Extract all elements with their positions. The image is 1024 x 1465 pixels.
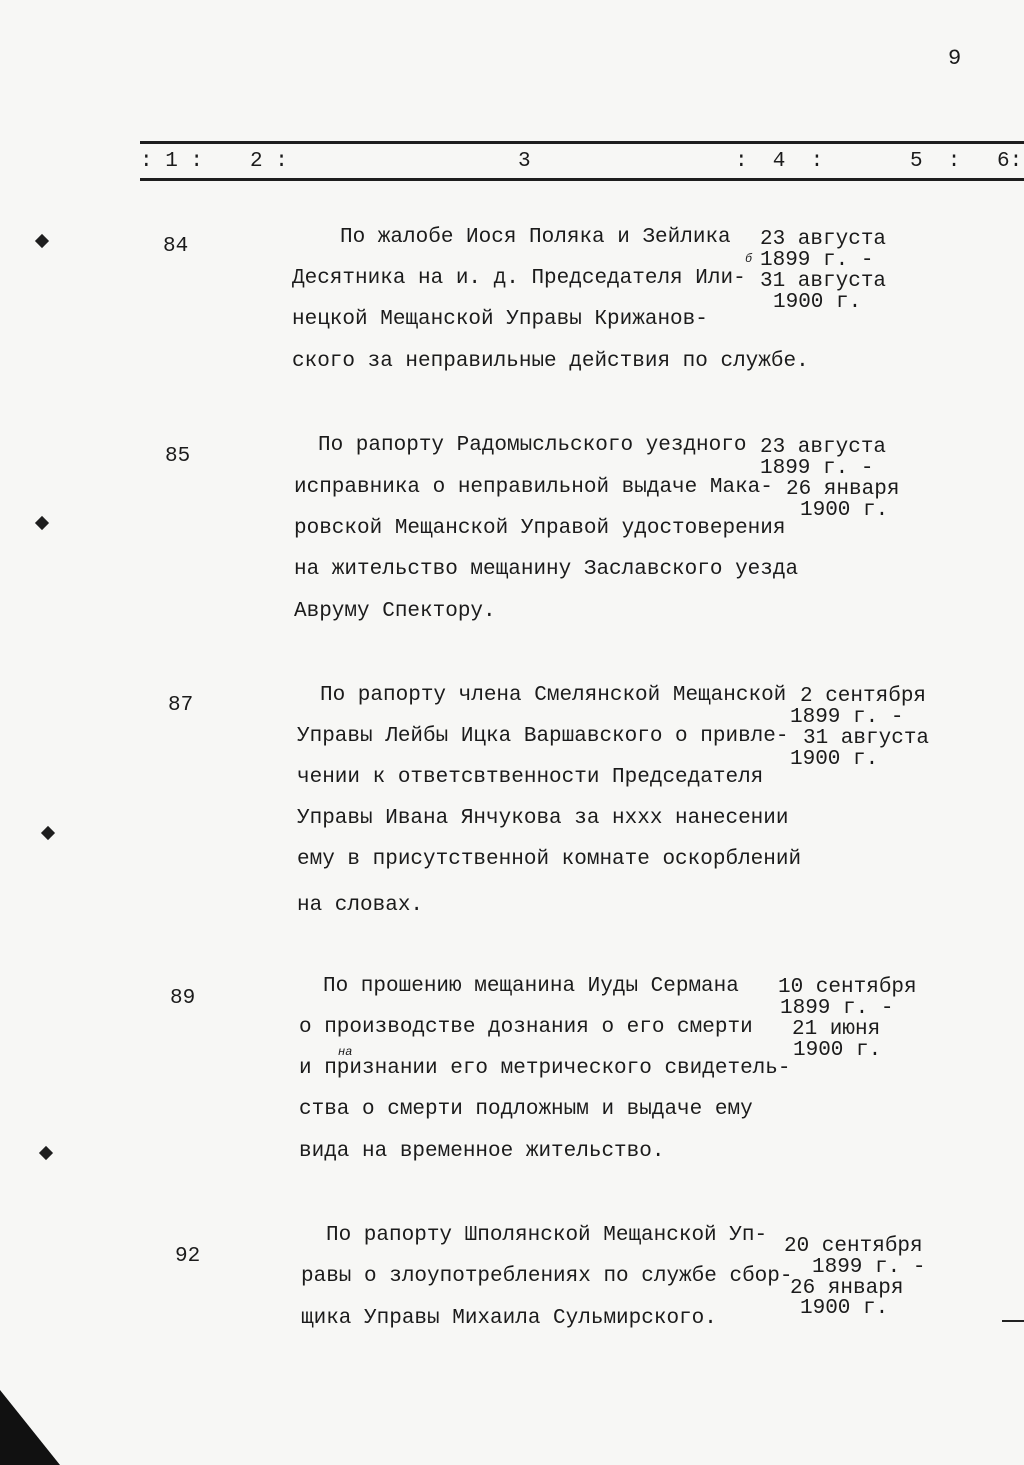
entry-text-line: чении к ответсвтвенности Председателя	[297, 766, 764, 789]
binding-mark	[35, 234, 49, 248]
date-line: 31 августа	[803, 727, 930, 750]
entry-text-line: вида на временное жительство.	[299, 1140, 665, 1163]
column-header-3: 3	[518, 150, 531, 173]
entry-text-line: По прошению мещанина Иуды Сермана	[323, 975, 739, 998]
column-header-1: : 1 :	[140, 150, 204, 173]
header-rule-bottom	[140, 178, 1024, 181]
handwritten-note: б	[745, 252, 753, 266]
entry-text-line: равы о злоупотреблениях по службе сбор-	[301, 1265, 793, 1288]
date-line: 20 сентября	[784, 1235, 923, 1258]
entry-text-line: Десятника на и. д. Председателя Или-	[292, 267, 746, 290]
entry-text-line: ровской Мещанской Управой удостоверения	[294, 517, 786, 540]
date-line: 2 сентября	[800, 685, 927, 708]
date-line: 1900 г.	[773, 291, 862, 314]
entry-number: 89	[170, 987, 196, 1010]
entry-text-line: на словах.	[297, 894, 424, 917]
date-line: 23 августа	[760, 436, 887, 459]
entry-text-line: По жалобе Иося Поляка и Зейлика	[340, 226, 731, 249]
entry-text-line: По рапорту Шполянской Мещанской Уп-	[326, 1224, 768, 1247]
date-line: 31 августа	[760, 270, 887, 293]
date-line: 1900 г.	[790, 748, 879, 771]
entry-number: 85	[165, 445, 191, 468]
binding-mark	[35, 516, 49, 530]
handwritten-note: на	[338, 1045, 353, 1059]
entry-text-line: ему в присутственной комнате оскорблений	[297, 848, 802, 871]
page-corner-shadow	[0, 1390, 60, 1465]
date-line: 21 июня	[792, 1018, 881, 1041]
date-line: 26 января	[790, 1277, 904, 1300]
entry-text-line: о производстве дознания о его смерти	[299, 1016, 753, 1039]
entry-number: 84	[163, 235, 189, 258]
date-line: 1899 г. -	[760, 457, 874, 480]
header-rule-top	[140, 141, 1024, 144]
binding-mark	[39, 1146, 53, 1160]
entry-text-line: ства о смерти подложным и выдаче ему	[299, 1098, 753, 1121]
entry-text-line: и признании его метрического свидетель-	[299, 1057, 791, 1080]
entry-number: 87	[168, 694, 194, 717]
date-line: 1899 г. -	[760, 249, 874, 272]
date-line: 10 сентября	[778, 976, 917, 999]
date-line: 1899 г. -	[790, 706, 904, 729]
page-number: 9	[948, 46, 962, 71]
entry-text-line: Авруму Спектору.	[294, 600, 496, 623]
column-header-5: 5 :	[910, 150, 961, 173]
date-line: 1899 г. -	[812, 1256, 926, 1279]
margin-dash	[1002, 1320, 1024, 1322]
entry-text-line: Управы Ивана Янчукова за нххх нанесении	[297, 807, 789, 830]
date-line: 1900 г.	[793, 1039, 882, 1062]
date-line: 1899 г. -	[780, 997, 894, 1020]
entry-text-line: По рапорту члена Смелянской Мещанской	[320, 684, 787, 707]
date-line: 26 января	[786, 478, 900, 501]
date-line: 23 августа	[760, 228, 887, 251]
entry-text-line: нецкой Мещанской Управы Крижанов-	[292, 308, 708, 331]
entry-text-line: Управы Лейбы Ицка Варшавского о привле-	[297, 725, 789, 748]
column-header-2: 2 :	[250, 150, 288, 173]
date-line: 1900 г.	[800, 499, 889, 522]
entry-text-line: щика Управы Михаила Сульмирского.	[301, 1307, 717, 1330]
entry-text-line: ского за неправильные действия по службе.	[292, 350, 809, 373]
binding-mark	[41, 826, 55, 840]
entry-number: 92	[175, 1245, 201, 1268]
entry-text-line: исправника о неправильной выдаче Мака-	[294, 476, 773, 499]
entry-text-line: По рапорту Радомысльского уездного	[318, 434, 747, 457]
column-header-4: : 4 :	[735, 150, 824, 173]
column-header-6: 6:	[997, 150, 1023, 173]
date-line: 1900 г.	[800, 1297, 889, 1320]
entry-text-line: на жительство мещанину Заславского уезда	[294, 558, 799, 581]
